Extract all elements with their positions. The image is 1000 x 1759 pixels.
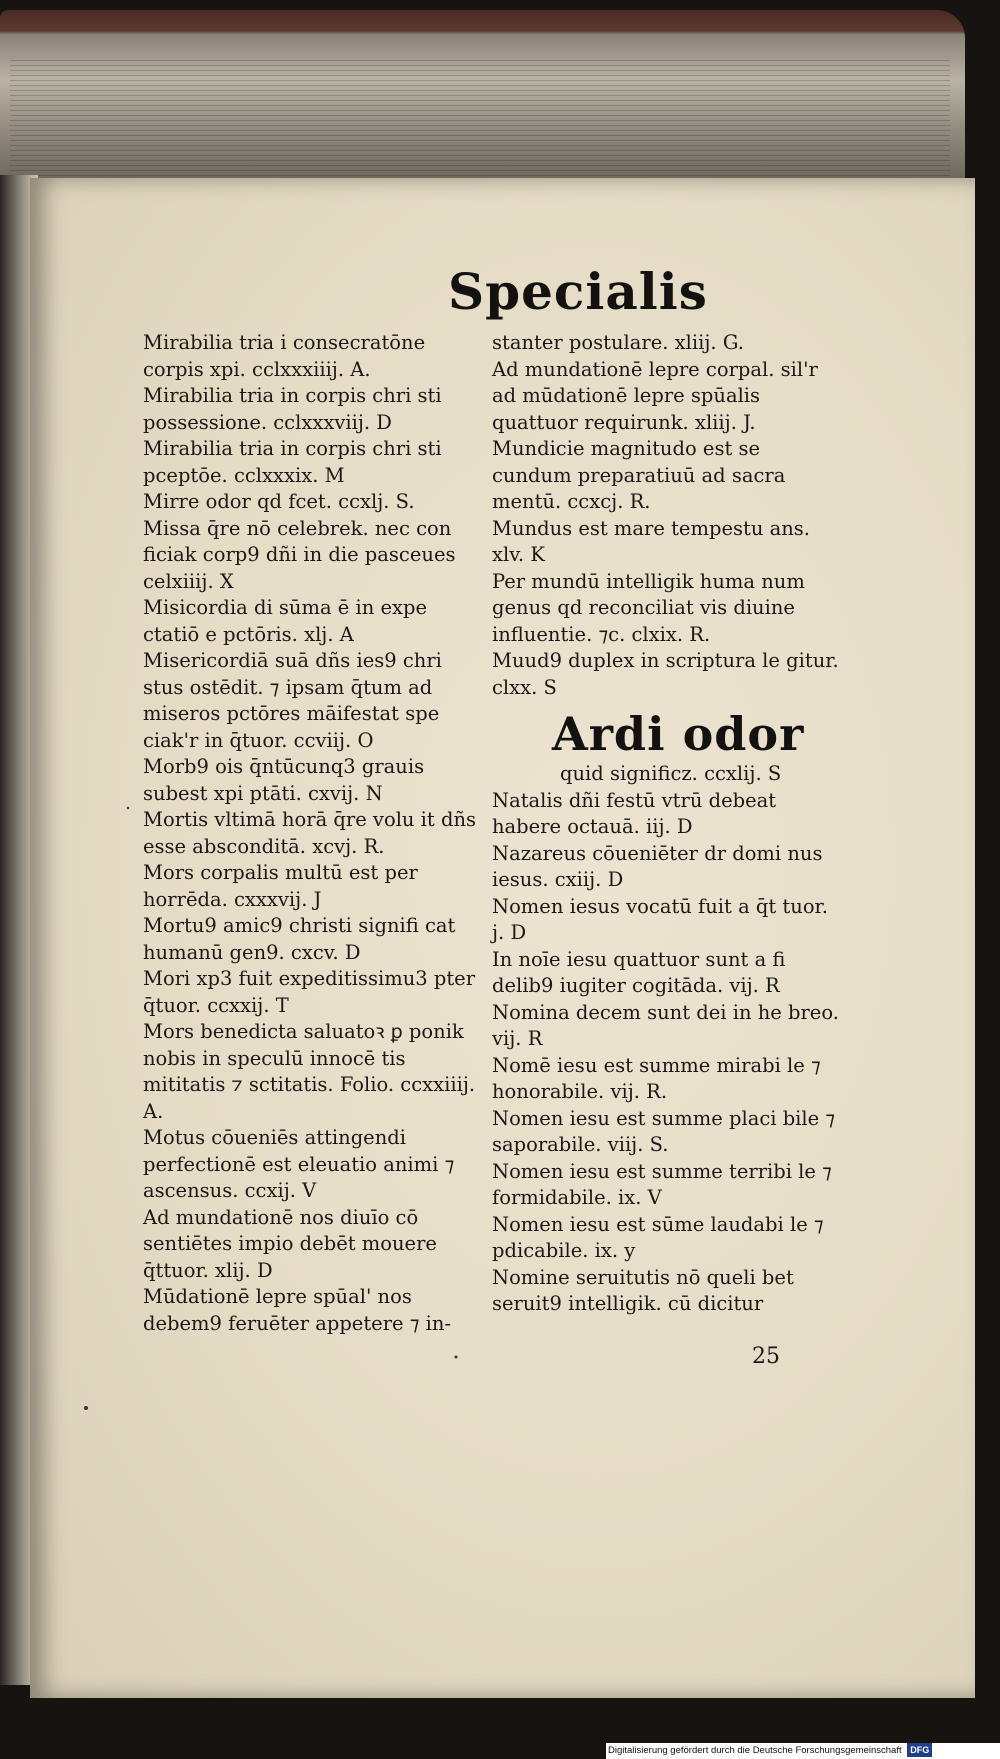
index-entry: Mūdationē lepre spūal' nos debem9 feruēter appetere ⁊ in- — [143, 1285, 452, 1335]
index-entry: In noīe iesu quattuor sunt a fi delib9 iugiter cogitāda. vij. R — [492, 947, 786, 997]
left-column — [143, 330, 488, 1337]
page-heading: Specialis — [448, 262, 708, 321]
index-entry: Morb9 ois q̄ntūcunq3 grauis subest xpi ptāti. cxvij. N — [143, 755, 425, 805]
index-entry: Mors benedicta saluatoꝛ ꝑ ponik nobis in speculū innocē tis mititatis ⁊ sctitatis. Folio. ccxxiiij. A. — [143, 1020, 476, 1123]
index-entry: Nomen iesu est sūme laudabi le ⁊ pdicabile. ix. y — [492, 1212, 824, 1262]
index-entry: Mortis vltimā horā q̄re volu it dñs esse absconditā. xcvj. R. — [143, 808, 477, 858]
index-entry: Misicordia di sūma ē in expe ctatiō e pctōris. xlj. A — [143, 596, 428, 646]
index-entry: Nomen iesus vocatū fuit a q̄t tuor. j. D — [492, 894, 828, 944]
right-column — [492, 330, 842, 1318]
index-entry: Ad mundationē lepre corpal. sil'r ad mūdationē lepre spūalis quattuor requirunk. xliij. J. — [492, 357, 818, 434]
index-entry: Nazareus cōueniēter dr domi nus iesus. cxiij. D — [492, 841, 823, 891]
index-entry: Nomine seruitutis nō queli bet seruit9 intelligik. cū dicitur — [492, 1265, 794, 1315]
index-entry: Muud9 duplex in scriptura le gitur. clxx. S — [492, 649, 839, 699]
dfg-logo-icon: DFG — [907, 1743, 932, 1757]
folio-number: 25 — [752, 1344, 780, 1369]
book-page-edges — [10, 60, 950, 180]
index-entry: Per mundū intelligik huma num genus qd reconciliat vis diuine influentie. ⁊c. clxix. R. — [492, 569, 805, 646]
index-entry: Nomen iesu est summe placi bile ⁊ saporabile. viij. S. — [492, 1106, 836, 1156]
index-entry: Misericordiā suā dñs ies9 chri stus ostēdit. ⁊ ipsam q̄tum ad miseros pctōres māifestat spe ciak'r in q̄tuor. ccviij. O — [143, 649, 442, 752]
index-entry: stanter postulare. xliij. G. — [492, 331, 744, 354]
index-entry: Motus cōueniēs attingendi perfectionē est eleuatio animi ⁊ ascensus. ccxij. V — [143, 1126, 455, 1202]
index-entry: Mori xp3 fuit expeditissimu3 pter q̄tuor. ccxxij. T — [143, 967, 476, 1017]
index-entry: Mors corpalis multū est per horrēda. cxxxvij. J — [143, 861, 418, 911]
index-entry: Nomina decem sunt dei in he breo. vij. R — [492, 1000, 839, 1050]
footer-credit: Digitalisierung gefördert durch die Deutsche Forschungsgemeinschaft — [608, 1745, 902, 1756]
index-entry: Mirre odor qd fcet. ccxlj. S. — [143, 490, 415, 513]
index-entry: Natalis dñi festū vtrū debeat habere octauā. iij. D — [492, 788, 777, 838]
index-entry: Mundus est mare tempestu ans. xlv. K — [492, 516, 810, 566]
index-entry: Nomen iesu est summe terribi le ⁊ formidabile. ix. V — [492, 1159, 832, 1209]
digitization-footer — [606, 1743, 1000, 1759]
index-entry: Mortu9 amic9 christi signifi cat humanū gen9. cxcv. D — [143, 914, 456, 964]
index-entry: Mirabilia tria in corpis chri sti possessione. cclxxxviij. D — [143, 384, 442, 434]
index-entry: Nomē iesu est summe mirabi le ⁊ honorabile. vij. R. — [492, 1053, 821, 1103]
index-entry: Missa q̄re nō celebrek. nec con ficiak corp9 dñi in die pasceues celxiiij. X — [143, 516, 456, 593]
index-entry: Ad mundationē nos diuīo cō sentiētes impio debēt mouere q̄ttuor. xlij. D — [143, 1205, 437, 1282]
section-heading: Ardi odor — [552, 707, 805, 761]
section-lead-entry: quid significz. ccxlij. S — [560, 762, 782, 785]
index-entry: Mundicie magnitudo est se cundum preparatiuū ad sacra mentū. ccxcj. R. — [492, 437, 786, 513]
index-entry: Mirabilia tria in corpis chri sti pceptōe. cclxxxix. M — [143, 437, 442, 487]
index-entry: Mirabilia tria i consecratōne corpis xpi. cclxxxiiij. A. — [143, 331, 426, 381]
